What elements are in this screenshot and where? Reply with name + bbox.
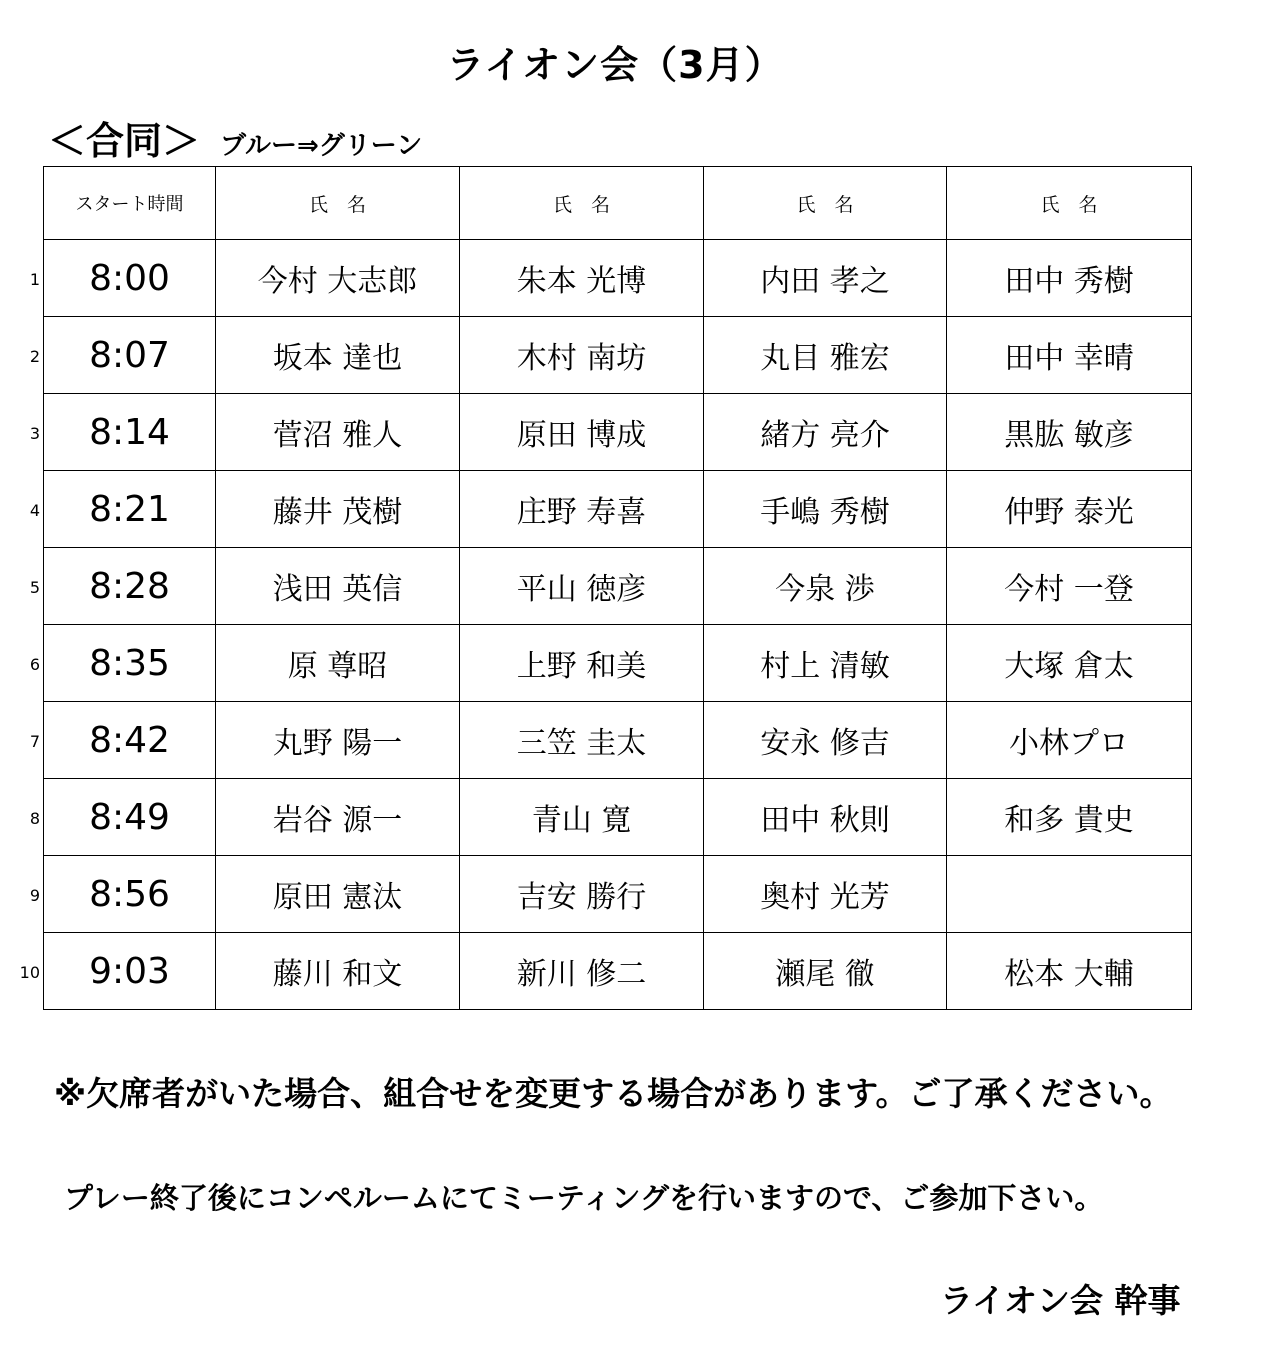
player-name: 瀬尾 徹 <box>704 933 947 1010</box>
table-row <box>44 702 1192 779</box>
start-time: 8:42 <box>44 702 216 779</box>
player-name: 新川 修二 <box>460 933 704 1010</box>
row-number: 5 <box>29 578 40 597</box>
player-name: 今村 大志郎 <box>216 240 460 317</box>
player-name: 原田 憲汰 <box>216 856 460 933</box>
header-name-2: 氏 名 <box>460 167 704 240</box>
player-name: 田中 幸晴 <box>947 317 1192 394</box>
player-name: 今泉 渉 <box>704 548 947 625</box>
player-name <box>947 856 1192 933</box>
player-name: 今村 一登 <box>947 548 1192 625</box>
table-row <box>44 779 1192 856</box>
player-name: 木村 南坊 <box>460 317 704 394</box>
player-name: 仲野 泰光 <box>947 471 1192 548</box>
player-name: 原 尊昭 <box>216 625 460 702</box>
player-name: 菅沼 雅人 <box>216 394 460 471</box>
start-time: 8:56 <box>44 856 216 933</box>
header-start-time: スタート時間 <box>44 167 216 240</box>
course-label: ブルー⇒グリーン <box>220 131 423 161</box>
player-name: 吉安 勝行 <box>460 856 704 933</box>
player-name: 安永 修吉 <box>704 702 947 779</box>
table-row <box>44 856 1192 933</box>
player-name: 大塚 倉太 <box>947 625 1192 702</box>
player-name: 青山 寛 <box>460 779 704 856</box>
row-number: 10 <box>19 963 40 982</box>
player-name: 朱本 光博 <box>460 240 704 317</box>
player-name: 手嶋 秀樹 <box>704 471 947 548</box>
row-number: 3 <box>29 424 40 443</box>
player-name: 田中 秀樹 <box>947 240 1192 317</box>
table-row <box>44 933 1192 1010</box>
header-name-1: 氏 名 <box>216 167 460 240</box>
player-name: 原田 博成 <box>460 394 704 471</box>
start-time: 8:35 <box>44 625 216 702</box>
header-name-4: 氏 名 <box>947 167 1192 240</box>
player-name: 藤川 和文 <box>216 933 460 1010</box>
player-name: 丸目 雅宏 <box>704 317 947 394</box>
player-name: 小林プロ <box>947 702 1192 779</box>
page-title: ライオン会（3月） <box>446 43 784 87</box>
player-name: 藤井 茂樹 <box>216 471 460 548</box>
section-name: ＜合同＞ <box>48 119 201 163</box>
table-row <box>44 394 1192 471</box>
player-name: 奥村 光芳 <box>704 856 947 933</box>
player-name: 黒肱 敏彦 <box>947 394 1192 471</box>
player-name: 平山 徳彦 <box>460 548 704 625</box>
section-header <box>48 110 422 165</box>
player-name: 田中 秋則 <box>704 779 947 856</box>
row-number: 6 <box>29 655 40 674</box>
player-name: 村上 清敏 <box>704 625 947 702</box>
player-name: 上野 和美 <box>460 625 704 702</box>
row-number: 2 <box>29 347 40 366</box>
table-row <box>44 548 1192 625</box>
start-time: 8:28 <box>44 548 216 625</box>
start-time: 8:21 <box>44 471 216 548</box>
player-name: 岩谷 源一 <box>216 779 460 856</box>
row-number: 4 <box>29 501 40 520</box>
table-row <box>44 625 1192 702</box>
player-name: 三笠 圭太 <box>460 702 704 779</box>
table-row <box>44 471 1192 548</box>
player-name: 和多 貴史 <box>947 779 1192 856</box>
row-number: 9 <box>29 886 40 905</box>
player-name: 庄野 寿喜 <box>460 471 704 548</box>
table-row <box>44 240 1192 317</box>
player-name: 坂本 達也 <box>216 317 460 394</box>
start-time: 8:00 <box>44 240 216 317</box>
player-name: 丸野 陽一 <box>216 702 460 779</box>
table-row <box>44 317 1192 394</box>
start-time: 8:07 <box>44 317 216 394</box>
tee-time-table <box>43 166 1192 1010</box>
player-name: 松本 大輔 <box>947 933 1192 1010</box>
row-number: 8 <box>29 809 40 828</box>
header-name-3: 氏 名 <box>704 167 947 240</box>
row-number: 1 <box>29 270 40 289</box>
meeting-note: プレー終了後にコンペルームにてミーティングを行いますので、ご参加下さい。 <box>64 1181 1104 1215</box>
table-header-row <box>44 167 1192 240</box>
absence-note: ※欠席者がいた場合、組合せを変更する場合があります。ご了承ください。 <box>54 1074 1173 1113</box>
start-time: 9:03 <box>44 933 216 1010</box>
start-time: 8:49 <box>44 779 216 856</box>
player-name: 浅田 英信 <box>216 548 460 625</box>
start-time: 8:14 <box>44 394 216 471</box>
player-name: 内田 孝之 <box>704 240 947 317</box>
signature: ライオン会 幹事 <box>940 1281 1181 1320</box>
row-number: 7 <box>29 732 40 751</box>
player-name: 緒方 亮介 <box>704 394 947 471</box>
